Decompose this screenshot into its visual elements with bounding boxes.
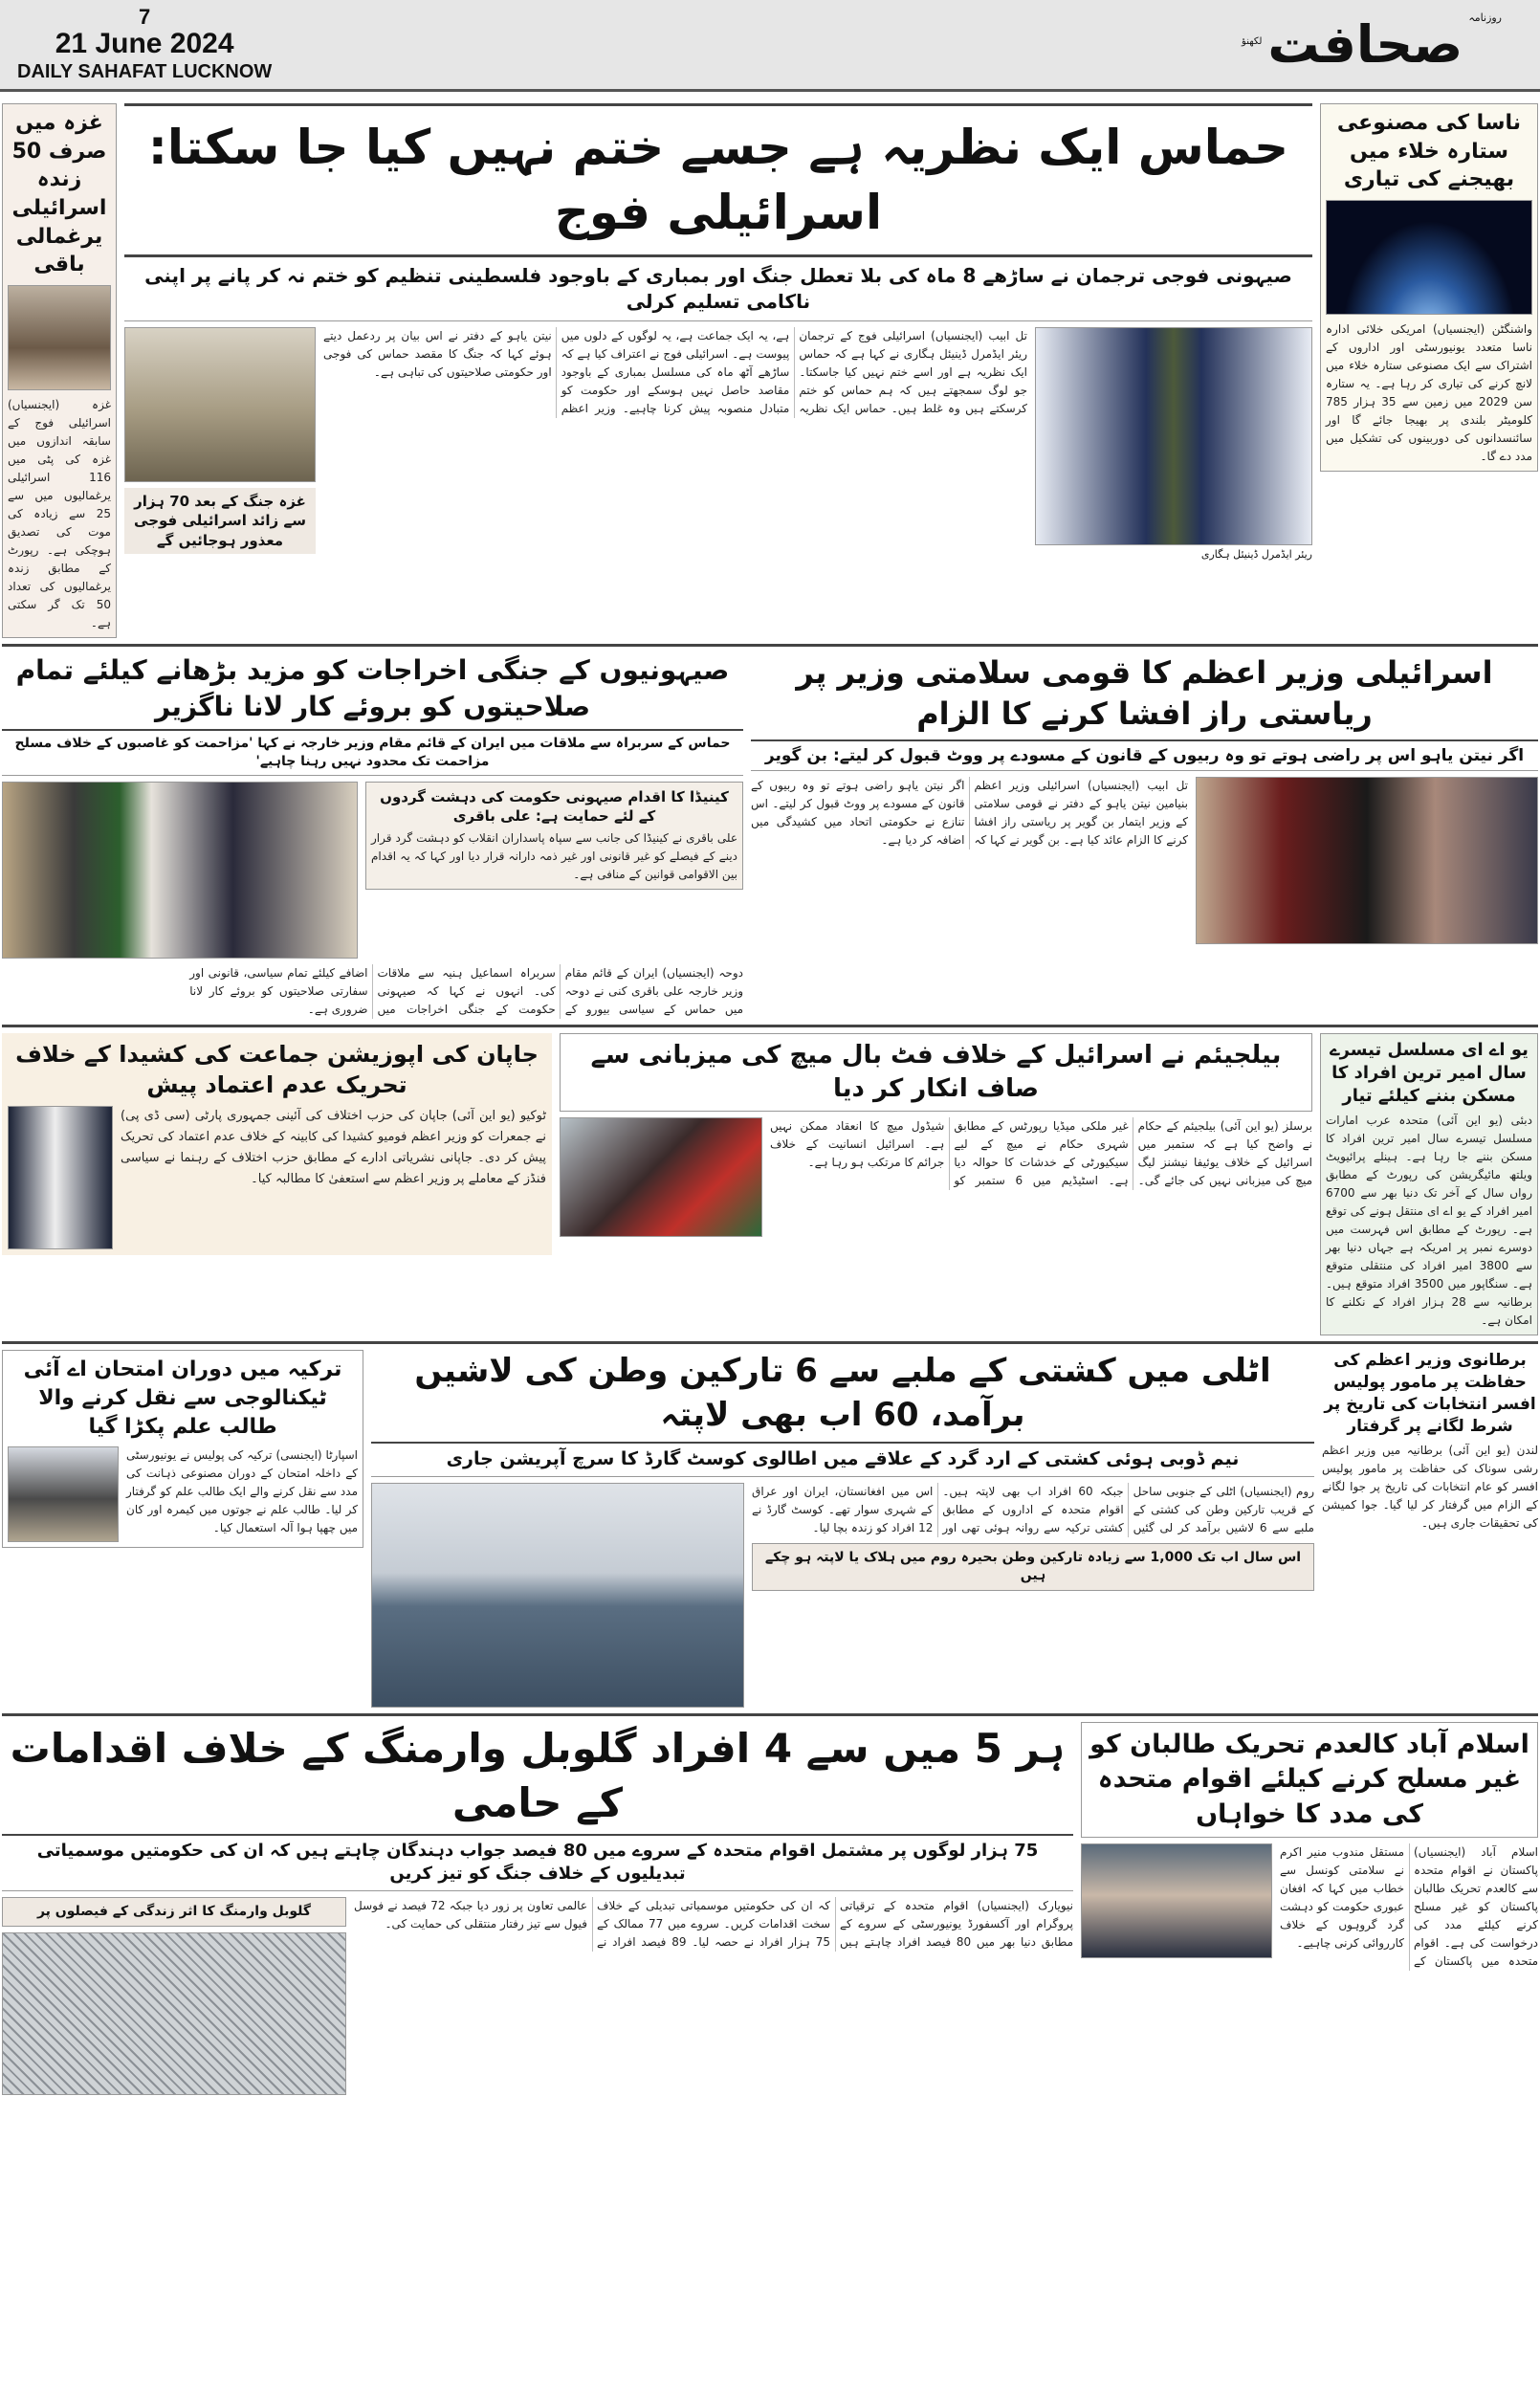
body-text: اسپارٹا (ایجنسی) ترکیہ کی پولیس نے یونیورسٹی کے داخلہ امتحان کے دوران مصنوعی ذہانت کی مدد سے نقل کرنے والے ایک طالب علم کو گرفتار کر لیا۔ طالب علم نے جوتوں میں کیمرہ اور کان میں چھپا ہوا آلہ استعمال کیا۔: [126, 1448, 358, 1535]
student-photo: [8, 1446, 119, 1542]
netanyahu-subhead: اگر نیتن یاہو اس پر راضی ہوتے تو وہ ربیوں کے قانون کے مسودے پر ووٹ قبول کر لیتے: بن گویر: [751, 739, 1538, 772]
lead-inset: [124, 488, 316, 554]
kishida-photo: [8, 1106, 113, 1249]
protest-photo: [560, 1117, 762, 1237]
headline: ناسا کی مصنوعی ستارہ خلاء میں بھیجنے کی تیاری: [1336, 111, 1522, 192]
italy-body: روم (ایجنسیاں) اٹلی کے جنوبی ساحل کے قریب تارکین وطن کی کشتی کے ملبے سے 6 لاشیں برآمد کر لی گئیں جبکہ 60 افراد اب بھی لاپتہ ہیں۔ اقوام متحدہ کے اداروں کے مطابق کشتی ترکیہ سے روانہ ہوئی تھی اور اس میں افغانستان، ایران اور عراق کے شہری سوار تھے۔ کوسٹ گارڈ نے 12 افراد کو زندہ بچا لیا۔: [752, 1484, 1314, 1534]
logo-small: روزنامہ: [1468, 11, 1502, 24]
headline: بیلجیئم نے اسرائیل کے خلاف فٹ بال میچ کی میزبانی سے صاف انکار کر دیا: [590, 1040, 1282, 1103]
dateline: [17, 4, 273, 83]
netanyahu-photo: [1196, 777, 1538, 944]
soldiers-photo: [124, 327, 316, 482]
body-text: غزہ (ایجنسیاں) اسرائیلی فوج کے سابقہ اندازوں میں غزہ کی پٹی میں 116 اسرائیلی یرغمالیوں میں سے 25 سے زیادہ کی موت کی تصدیق ہوچکی ہے۔ رپورٹ کے مطابق زندہ یرغمالیوں کی تعداد 50 تک گر سکتی ہے۔: [8, 398, 111, 630]
headline: ترکیہ میں دوران امتحان اے آئی ٹیکنالوجی سے نقل کرنے والا طالب علم پکڑا گیا: [23, 1357, 342, 1439]
meeting-photo: [2, 782, 358, 959]
canada-inset: [365, 782, 743, 891]
logo-text: صحافت: [1267, 13, 1463, 75]
belgium-story: [560, 1033, 1312, 1237]
lead-headline: حماس ایک نظریہ ہے جسے ختم نہیں کیا جا سکتا: اسرائیلی فوج: [124, 103, 1312, 257]
page-number: 7: [139, 4, 151, 29]
logo: [1242, 11, 1502, 78]
inset-body: علی باقری نے کینیڈا کی جانب سے سپاہ پاسداران انقلاب کو دہشت گرد قرار دینے کے فیصلے کو غیر قانونی اور غیر ذمہ دارانہ قرار دیا اور کہا کہ یہ اقدام بین الاقوامی قوانین کے منافی ہے۔: [371, 831, 737, 881]
gaza-hostages-story: [2, 103, 117, 638]
islamabad-body: اسلام آباد (ایجنسیاں) پاکستان نے اقوام متحدہ سے کالعدم تحریک طالبان پاکستان کو غیر مسلح کرنے کیلئے مدد کی درخواست کی ہے۔ اقوام متحدہ میں پاکستان کے مستقل مندوب منیر اکرم نے سلامتی کونسل سے خطاب میں کہا کہ افغان عبوری حکومت کو دہشت گرد گروہوں کے خلاف کارروائی کرنی چاہیے۔: [1280, 1845, 1538, 1969]
body-text: واشنگٹن (ایجنسیاں) امریکی خلائی ادارہ ناسا متعدد یونیورسٹی اور اداروں کے اشتراک سے ایک مصنوعی ستارہ خلاء میں لانچ کرنے کی تیاری کر رہا ہے۔ یہ ستارہ سن 2029 میں زمین سے 35 ہزار 785 کلومیٹر بلندی پر بھیجا جائے گا اور سائنسدانوں کی دوربینوں کی تشکیل میں مدد دے گا۔: [1326, 322, 1532, 464]
photo-caption: ریئر ایڈمرل ڈینیئل ہگاری: [1200, 548, 1312, 561]
headline: اسلام آباد کالعدم تحریک طالبان کو غیر مسلح کرنے کیلئے اقوام متحدہ کی مدد کا خواہاں: [1089, 1729, 1529, 1829]
italy-headline: اٹلی میں کشتی کے ملبے سے 6 تارکین وطن کی لاشیں برآمد، 60 اب بھی لاپتہ: [414, 1352, 1271, 1435]
headline: غزہ میں صرف 50 زندہ اسرائیلی یرغمالی باقی: [11, 111, 107, 277]
lead-story: [124, 103, 1312, 561]
netanyahu-story: [751, 652, 1538, 944]
turkey-story: [2, 1350, 363, 1548]
body-text: ٹوکیو (یو این آئی) جاپان کی حزب اختلاف کی آئینی جمہوری پارٹی (سی ڈی پی) نے جمعرات کو وزیر اعظم فومیو کشیدا کی کابینہ کے خلاف عدم اعتماد کی تحریک پیش کر دی۔ جاپانی نشریاتی ادارے کے مطابق حزب اختلاف کے رہنما نے سیاسی فنڈز کے معاملے پر وزیر اعظم سے استعفیٰ کا مطالبہ کیا۔: [121, 1109, 546, 1187]
britain-story: [1322, 1350, 1538, 1533]
drought-photo: [2, 1932, 346, 2095]
iran-subhead: حماس کے سربراہ سے ملاقات میں ایران کے قائم مقام وزیر خارجہ نے کہا 'مزاحمت کو غاصبوں کے خلاف مسلح مزاحمت تک محدود نہیں رہنا چاہیے': [2, 729, 743, 776]
spokesman-figure: [1035, 327, 1312, 561]
hostage-photo: [8, 285, 111, 390]
iran-headline: صیہونیوں کے جنگی اخراجات کو مزید بڑھانے کیلئے تمام صلاحیتوں کو بروئے کار لانا ناگزیر: [15, 654, 730, 722]
belgium-headline-box: [560, 1033, 1312, 1112]
iran-story: [2, 652, 743, 1018]
netanyahu-headline: اسرائیلی وزیر اعظم کا قومی سلامتی وزیر پر ریاستی راز افشا کرنے کا الزام: [796, 654, 1493, 733]
islamabad-story: [1081, 1722, 1538, 1971]
climate-subhead: 75 ہزار لوگوں پر مشتمل اقوام متحدہ کے سروے میں 80 فیصد جواب دہندگان چاہتے ہیں کہ ان کی حکومتیں موسمیاتی تبدیلیوں کے خلاف جنگ کو تیز کریں: [2, 1834, 1073, 1891]
inset-headline: کینیڈا کا اقدام صیہونی حکومت کی دہشت گردوں کے لئے حمایت ہے: علی باقری: [380, 787, 729, 825]
inset-text: اس سال اب تک 1,000 سے زیادہ تارکین وطن بحیرہ روم میں ہلاک یا لاپتہ ہو چکے ہیں: [764, 1549, 1302, 1583]
logo-city: لکھنؤ: [1242, 35, 1263, 47]
italy-inset: [752, 1543, 1314, 1591]
japan-story: [2, 1033, 552, 1256]
headline: جاپان کی اپوزیشن جماعت کی کشیدا کے خلاف تحریک عدم اعتماد پیش: [15, 1040, 539, 1098]
climate-headline: ہر 5 میں سے 4 افراد گلوبل وارمنگ کے خلاف اقدامات کے حامی: [10, 1724, 1066, 1826]
climate-story: [2, 1722, 1073, 2095]
issue-date: 21 June 2024: [55, 27, 234, 59]
lead-subhead: صیہونی فوجی ترجمان نے ساڑھے 8 ماہ کی بلا تعطل جنگ اور بمباری کے باوجود فلسطینی تنظیم کو ختم نہ کر پانے پر اپنی ناکامی تسلیم کرلی: [124, 257, 1312, 321]
climate-inset: [2, 1897, 346, 1927]
headline: برطانوی وزیر اعظم کی حفاظت پر مامور پولیس افسر انتخابات کی تاریخ پر شرط لگانے پر گرفتار: [1324, 1351, 1536, 1437]
inset-text: گلوبل وارمنگ کا اثر زندگی کے فیصلوں پر: [36, 1903, 312, 1919]
italy-story: [371, 1350, 1314, 1707]
iran-body: دوحہ (ایجنسیاں) ایران کے قائم مقام وزیر خارجہ علی باقری کنی نے دوحہ میں حماس کے سیاسی بیورو کے سربراہ اسماعیل ہنیہ سے ملاقات کی۔ انہوں نے کہا کہ صیہونی حکومت کے جنگی اخراجات میں اضافے کیلئے تمام سیاسی، قانونی اور سفارتی صلاحیتوں کو بروئے کار لانا ضروری ہے۔: [189, 965, 743, 1016]
masthead: [0, 0, 1540, 92]
body-text: لندن (یو این آئی) برطانیہ میں وزیر اعظم رشی سوناک کی حفاظت پر مامور پولیس افسر کو عام انتخابات کی تاریخ پر جوا لگانے کے الزام میں گرفتار کر لیا گیا۔ جوا کمیشن کی تحقیقات جاری ہیں۔: [1322, 1444, 1538, 1531]
soldiers-figure: [124, 327, 316, 554]
rescue-ship-photo: [371, 1483, 744, 1708]
headline: یو اے ای مسلسل تیسرے سال امیر ترین افراد کا مسکن بننے کیلئے تیار: [1330, 1039, 1529, 1107]
body-text: دبئی (یو این آئی) متحدہ عرب امارات مسلسل تیسرے سال امیر ترین افراد کا مسکن بننے جا رہا ہے۔ ہینلے پرائیویٹ ویلتھ مائیگریشن کی رپورٹ کے مطابق رواں سال کے آخر تک دنیا بھر سے 6700 امیر افراد کے یو اے ای منتقل ہونے کی توقع ہے۔ رپورٹ کے مطابق اس فہرست میں دوسرے نمبر پر امریکہ ہے جہاں دنیا بھر سے 3800 امیر افراد کی منتقلی متوقع ہے۔ سنگاپور میں 3500 افراد متوقع ہیں۔ برطانیہ سے 28 ہزار افراد کے نکلنے کا امکان ہے۔: [1326, 1114, 1533, 1328]
lead-body: تل ابیب (ایجنسیاں) اسرائیلی فوج کے ترجمان ریئر ایڈمرل ڈینیئل ہگاری نے کہا ہے کہ حماس ایک نظریہ ہے اور اسے ختم نہیں کیا جاسکتا۔ جو لوگ سمجھتے ہیں کہ ہم حماس کو ختم کرسکتے ہیں وہ غلط ہیں۔ حماس ایک نظریہ ہے، یہ ایک جماعت ہے، یہ لوگوں کے دلوں میں پیوست ہے۔ اسرائیلی فوج نے اعتراف کیا ہے کہ ساڑھے آٹھ ماہ کی مسلسل بمباری کے باوجود مقاصد حاصل نہیں ہوسکے اور حکومت کو متبادل منصوبہ پیش کرنا چاہیے۔ وزیر اعظم نیتن یاہو کے دفتر نے اس بیان پر ردعمل دیتے ہوئے کہا کہ جنگ کا مقصد حماس کی فوجی اور حکومتی صلاحیتوں کی تباہی ہے۔: [323, 329, 1027, 415]
un-envoy-photo: [1081, 1843, 1272, 1958]
belgium-body: برسلز (یو این آئی) بیلجیئم کے حکام نے واضح کیا ہے کہ ستمبر میں اسرائیل کے خلاف یوئیفا نیشنز لیگ میچ کی میزبانی نہیں کی جائے گی۔ غیر ملکی میڈیا رپورٹس کے مطابق شہری حکام نے میچ کے لیے سیکیورٹی کے خدشات کا حوالہ دیا ہے۔ اسٹیڈیم میں 6 ستمبر کو شیڈول میچ کا انعقاد ممکن نہیں ہے۔ اسرائیل انسانیت کے خلاف جرائم کا مرتکب ہو رہا ہے۔: [770, 1118, 1312, 1187]
climate-body: نیویارک (ایجنسیاں) اقوام متحدہ کے ترقیاتی پروگرام اور آکسفورڈ یونیورسٹی کے سروے کے مطابق دنیا بھر میں 80 فیصد افراد چاہتے ہیں کہ ان کی حکومتیں موسمیاتی تبدیلی کے خلاف سخت اقدامات کریں۔ سروے میں 77 ممالک کے 75 ہزار افراد نے حصہ لیا۔ 89 فیصد افراد نے عالمی تعاون پر زور دیا جبکہ 72 فیصد نے فوسل فیول سے تیز رفتار منتقلی کی حمایت کی۔: [354, 1898, 1073, 1949]
islamabad-headline-box: [1081, 1722, 1538, 1838]
spokesman-photo: [1035, 327, 1312, 545]
nasa-story: [1320, 103, 1538, 472]
space-photo: [1326, 200, 1532, 315]
paper-name: DAILY SAHAFAT LUCKNOW: [17, 60, 273, 82]
netanyahu-body: تل ابیب (ایجنسیاں) اسرائیلی وزیر اعظم بنیامین نیتن یاہو کے دفتر نے قومی سلامتی کے وزیر ایتمار بن گویر پر ریاستی راز افشا کرنے کا الزام عائد کیا ہے۔ بن گویر نے کہا کہ اگر نیتن یاہو راضی ہوتے تو وہ ربیوں کے قانون کے مسودے پر ووٹ قبول کر لیتے۔ اس تنازع نے حکومتی اتحاد میں کشیدگی میں اضافہ کر دیا ہے۔: [751, 779, 1188, 848]
inset-headline: غزہ جنگ کے بعد 70 ہزار سے زائد اسرائیلی فوجی معذور ہوجائیں گے: [134, 493, 306, 549]
uae-story: [1320, 1033, 1538, 1336]
italy-subhead: نیم ڈوبی ہوئی کشتی کے ارد گرد کے علاقے میں اطالوی کوسٹ گارڈ کا سرچ آپریشن جاری: [371, 1442, 1314, 1477]
